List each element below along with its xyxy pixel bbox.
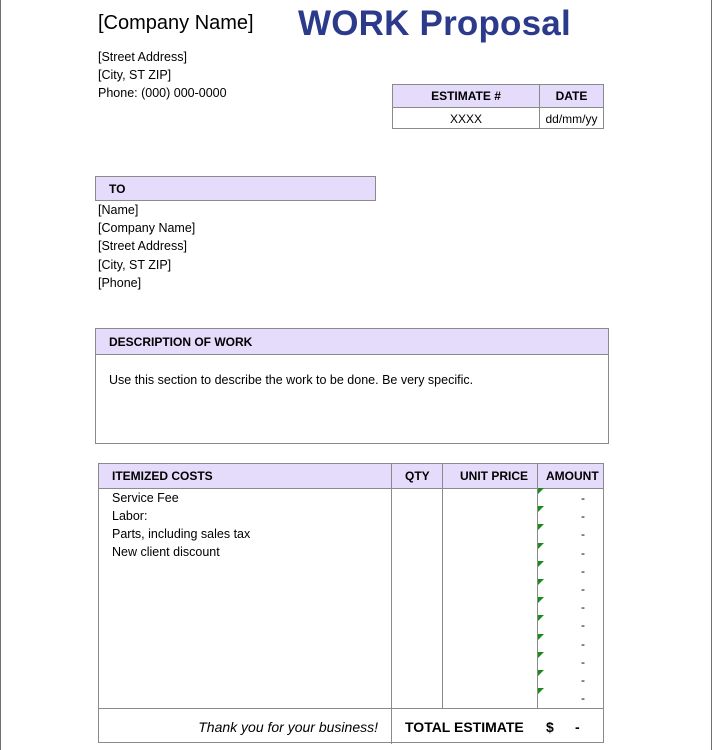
recipient-name[interactable]: [Name] — [98, 203, 139, 217]
document-title: WORK Proposal — [298, 4, 571, 43]
total-estimate-label: TOTAL ESTIMATE — [405, 718, 524, 735]
qty-header: QTY — [405, 469, 430, 483]
estimate-number-value[interactable]: XXXX — [393, 108, 540, 129]
amount-cell[interactable]: - — [581, 600, 585, 615]
company-city: [City, ST ZIP] — [98, 68, 172, 82]
to-header — [95, 176, 376, 201]
thank-you-note: Thank you for your business! — [198, 718, 378, 735]
amount-cell[interactable]: - — [581, 654, 585, 669]
comment-marker-icon — [538, 506, 544, 512]
column-divider — [442, 464, 443, 708]
comment-marker-icon — [538, 561, 544, 567]
recipient-company[interactable]: [Company Name] — [98, 221, 196, 236]
amount-cell[interactable]: - — [581, 618, 585, 633]
amount-cell[interactable]: - — [581, 527, 585, 542]
amount-cell[interactable]: - — [581, 582, 585, 596]
amount-header: AMOUNT — [546, 469, 599, 483]
comment-marker-icon — [538, 634, 544, 640]
description-box — [95, 328, 609, 444]
amount-cell[interactable]: - — [581, 509, 585, 524]
comment-marker-icon — [538, 488, 544, 494]
column-divider — [391, 709, 392, 744]
to-label: TO — [109, 181, 126, 196]
estimate-value-row — [393, 108, 603, 129]
company-street: [Street Address] — [98, 50, 187, 64]
amount-cell[interactable]: - — [581, 545, 585, 560]
comment-marker-icon — [538, 524, 544, 530]
unit-price-header: UNIT PRICE — [460, 469, 529, 483]
estimate-header-row — [393, 85, 603, 108]
description-text[interactable]: Use this section to describe the work to be done. Be very specific. — [109, 373, 474, 387]
amount-cell[interactable]: - — [581, 491, 585, 505]
item-labor[interactable]: Labor: — [112, 509, 148, 523]
column-divider — [391, 464, 392, 708]
totals-row — [99, 708, 603, 744]
recipient-phone[interactable]: [Phone] — [98, 275, 142, 290]
amount-cell[interactable]: - — [581, 673, 585, 687]
amount-cell[interactable]: - — [581, 636, 585, 651]
total-currency: $ — [546, 718, 554, 735]
total-estimate-value[interactable]: - — [575, 718, 580, 735]
comment-marker-icon — [538, 688, 544, 694]
estimate-box — [392, 84, 604, 129]
description-label: DESCRIPTION OF WORK — [109, 334, 253, 349]
recipient-street[interactable]: [Street Address] — [98, 239, 187, 254]
description-header — [96, 329, 608, 355]
comment-marker-icon — [538, 652, 544, 658]
comment-marker-icon — [538, 670, 544, 676]
comment-marker-icon — [538, 543, 544, 549]
estimate-number-label: ESTIMATE # — [393, 85, 540, 107]
amount-cell[interactable]: - — [581, 691, 585, 706]
comment-marker-icon — [538, 579, 544, 585]
amount-cell[interactable]: - — [581, 563, 585, 578]
company-name: [Company Name] — [98, 12, 254, 34]
comment-marker-icon — [538, 615, 544, 621]
date-label: DATE — [555, 89, 588, 103]
comment-marker-icon — [538, 597, 544, 603]
itemized-costs-table — [98, 463, 604, 743]
item-discount[interactable]: New client discount — [112, 545, 220, 559]
itemized-header-row — [99, 464, 603, 489]
recipient-block — [98, 201, 195, 292]
company-phone: Phone: (000) 000-0000 — [98, 86, 227, 100]
date-value[interactable]: dd/mm/yy — [545, 111, 598, 126]
recipient-city[interactable]: [City, ST ZIP] — [98, 257, 172, 272]
itemized-costs-header: ITEMIZED COSTS — [112, 469, 213, 483]
item-parts[interactable]: Parts, including sales tax — [112, 527, 251, 541]
item-service-fee[interactable]: Service Fee — [112, 491, 179, 505]
